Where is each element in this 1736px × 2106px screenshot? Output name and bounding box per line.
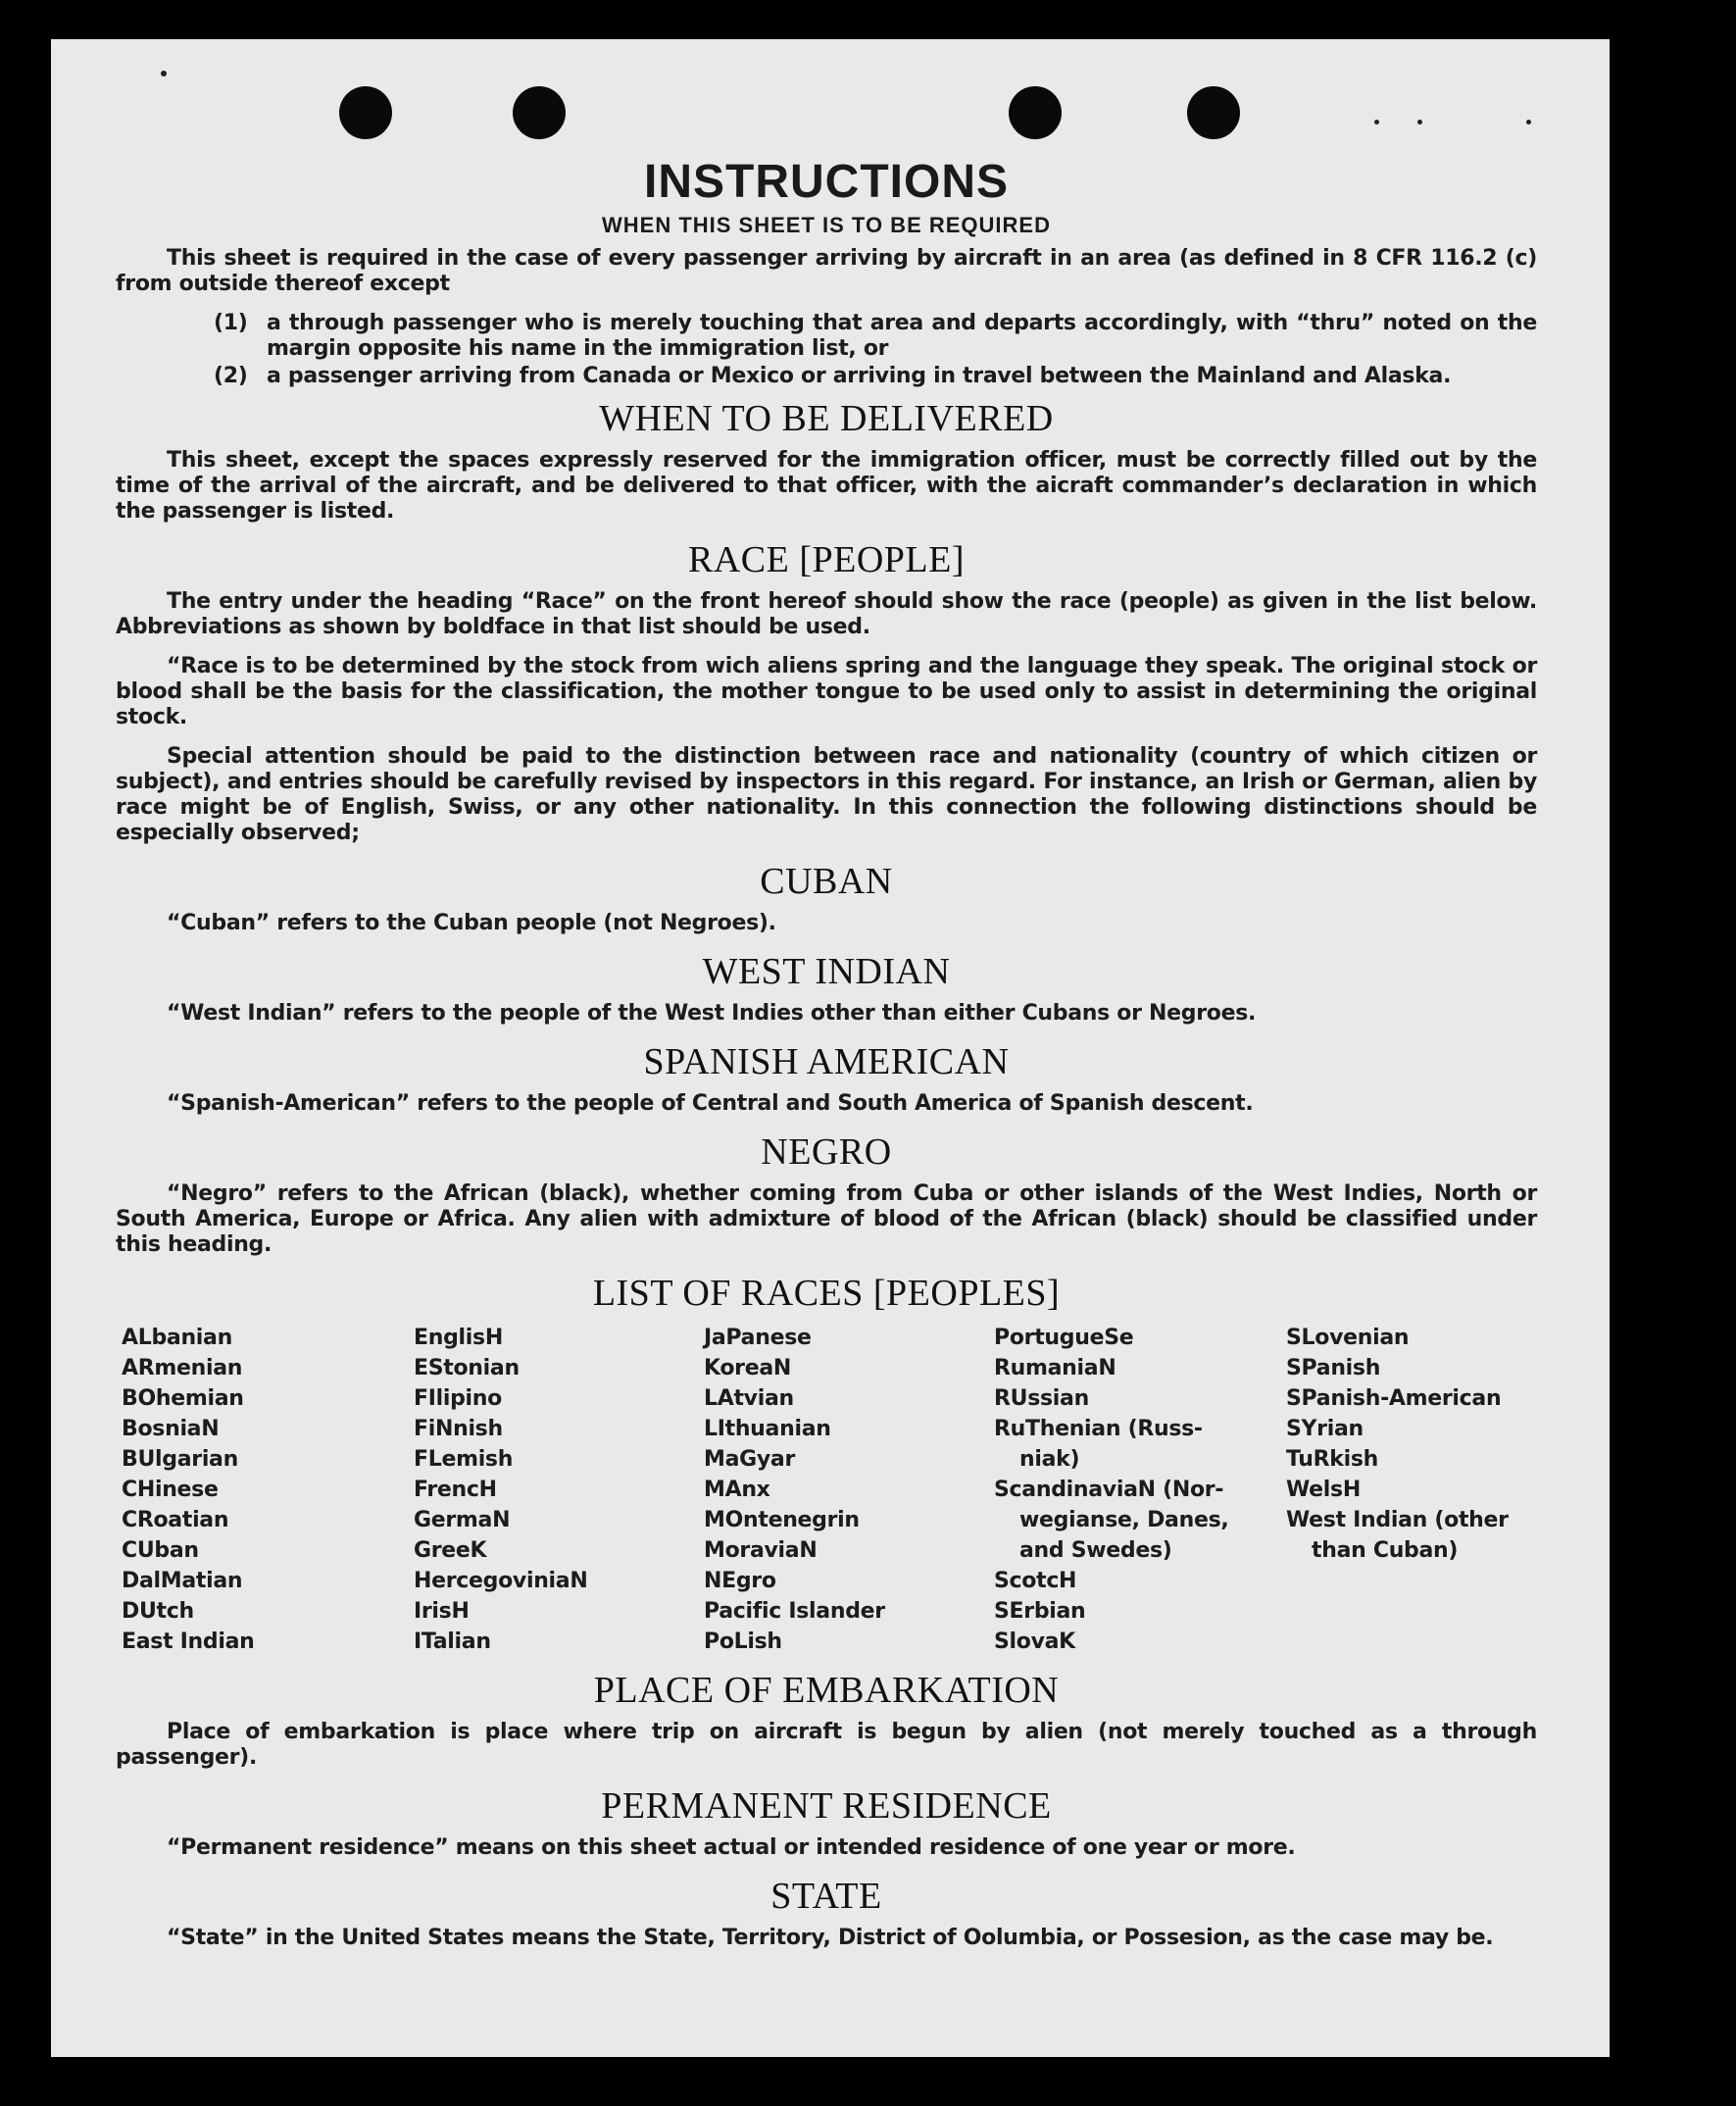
race-entry: IrisH: [414, 1599, 470, 1624]
race-entry: RUssian: [994, 1386, 1089, 1411]
race-entry: LIthuanian: [704, 1417, 831, 1441]
race-entry: RumaniaN: [994, 1356, 1116, 1380]
race-entry: SPanish: [1286, 1356, 1381, 1380]
race-entry: ALbanian: [122, 1326, 232, 1350]
section-heading-embarkation: PLACE OF EMBARKATION: [593, 1670, 1060, 1711]
race-entry: TuRkish: [1286, 1447, 1379, 1472]
race-column: [414, 1323, 704, 1657]
section-heading-state: STATE: [770, 1876, 882, 1917]
race-entry: MAnx: [704, 1478, 770, 1502]
exception-text: a through passenger who is merely touching that area and departs accordingly, with “thru” noted on the margin opposite his name in the immigration list, or: [267, 311, 1537, 361]
race-entry: SPanish-American: [1286, 1386, 1502, 1411]
race-entry: SlovaK: [994, 1630, 1075, 1654]
exception-text: a passenger arriving from Canada or Mexico or arriving in travel between the Mainland and Alaska.: [267, 364, 1452, 388]
race-entry: RuThenian (Russ-: [994, 1417, 1203, 1441]
spanish-american-text: “Spanish-American” refers to the people of Central and South America of Spanish descent.: [167, 1091, 1254, 1116]
ink-speck: [1417, 120, 1422, 125]
race-column: [994, 1323, 1286, 1657]
race-column: [704, 1323, 994, 1657]
race-entry: BosniaN: [122, 1417, 220, 1441]
race-entry: JaPanese: [704, 1326, 812, 1350]
race-paragraph: The entry under the heading “Race” on the front hereof should show the race (people) as given in the list below. Abbreviations as shown by boldface in that list should be used.: [116, 589, 1537, 639]
section-heading-delivered: WHEN TO BE DELIVERED: [599, 398, 1054, 439]
race-column: [122, 1323, 414, 1657]
exception-item: [214, 364, 1537, 389]
race-entry: EnglisH: [414, 1326, 503, 1350]
race-entry: DUtch: [122, 1599, 194, 1624]
section-heading-spanish-american: SPANISH AMERICAN: [643, 1041, 1010, 1082]
race-entry: ScandinaviaN (Nor-: [994, 1478, 1224, 1502]
race-entry: PoLish: [704, 1630, 782, 1654]
race-entry: BUlgarian: [122, 1447, 238, 1472]
race-entry: GreeK: [414, 1538, 487, 1563]
section-heading-race: RACE [PEOPLE]: [688, 539, 965, 580]
race-entry: Pacific Islander: [704, 1599, 885, 1624]
required-intro: This sheet is required in the case of every passenger arriving by aircraft in an area (as defined in 8 CFR 116.2 (c) from outside thereof except: [116, 246, 1537, 296]
section-heading-cuban: CUBAN: [760, 861, 893, 902]
race-paragraph: “Race is to be determined by the stock from wich aliens spring and the language they speak. The original stock or blood shall be the basis for the classification, the mother tongue to be used only to assist in determining the original stock.: [116, 654, 1537, 729]
race-entry: FIlipino: [414, 1386, 502, 1411]
race-entry: ARmenian: [122, 1356, 243, 1380]
cuban-text: “Cuban” refers to the Cuban people (not Negroes).: [167, 911, 776, 935]
race-entry: than Cuban): [1312, 1538, 1459, 1563]
race-entry: HercegoviniaN: [414, 1569, 588, 1593]
race-entry: SErbian: [994, 1599, 1086, 1624]
race-entry: ScotcH: [994, 1569, 1077, 1593]
exception-number: (1): [214, 311, 248, 335]
embarkation-text: Place of embarkation is place where trip on aircraft is begun by alien (not merely touched as a through passenger).: [116, 1720, 1537, 1770]
race-paragraph: Special attention should be paid to the distinction between race and nationality (country of which citizen or subject), and entries should be carefully revised by inspectors in this regard. For instance, an Irish or German, alien by race might be of English, Swiss, or any other nationality. In this connection the following distinctions should be especially observed;: [116, 744, 1537, 845]
west-indian-text: “West Indian” refers to the people of the West Indies other than either Cubans or Negroes.: [167, 1001, 1257, 1026]
boldface-word: boldface: [442, 615, 545, 639]
exception-number: (2): [214, 364, 248, 388]
punch-hole: [513, 86, 566, 139]
race-entry: CRoatian: [122, 1508, 229, 1532]
race-entry: LAtvian: [704, 1386, 794, 1411]
race-entry: GermaN: [414, 1508, 511, 1532]
race-entry: SLovenian: [1286, 1326, 1410, 1350]
race-entry: East Indian: [122, 1630, 255, 1654]
race-entry: SYrian: [1286, 1417, 1364, 1441]
ink-speck: [1526, 120, 1531, 125]
ink-speck: [161, 71, 167, 76]
race-entry: DalMatian: [122, 1569, 243, 1593]
page-subtitle: WHEN THIS SHEET IS TO BE REQUIRED: [602, 213, 1051, 237]
race-entry: West Indian (other: [1286, 1508, 1509, 1532]
exception-item: [214, 311, 1537, 362]
race-entry: WelsH: [1286, 1478, 1361, 1502]
section-heading-west-indian: WEST INDIAN: [702, 951, 951, 992]
state-text: “State” in the United States means the State, Territory, District of Oolumbia, or Possesion, as the case may be.: [167, 1926, 1494, 1950]
race-entry: FiNnish: [414, 1417, 503, 1441]
race-entry: MoraviaN: [704, 1538, 818, 1563]
race-entry: wegianse, Danes,: [1019, 1508, 1229, 1532]
race-entry: MOntenegrin: [704, 1508, 860, 1532]
race-entry: niak): [1019, 1447, 1080, 1472]
document-page: [51, 39, 1610, 2057]
permanent-residence-text: “Permanent residence” means on this sheet actual or intended residence of one year or more.: [167, 1835, 1296, 1860]
race-entry: PortugueSe: [994, 1326, 1134, 1350]
race-entry: NEgro: [704, 1569, 776, 1593]
race-entry: FLemish: [414, 1447, 514, 1472]
race-entry: CUban: [122, 1538, 199, 1563]
instructions-content: [116, 155, 1537, 1965]
section-heading-list-of-races: LIST OF RACES [PEOPLES]: [592, 1273, 1061, 1314]
page-title: INSTRUCTIONS: [644, 156, 1009, 208]
race-entry: and Swedes): [1019, 1538, 1172, 1563]
race-entry: MaGyar: [704, 1447, 796, 1472]
section-heading-negro: NEGRO: [761, 1131, 892, 1173]
race-entry: ITalian: [414, 1630, 491, 1654]
section-heading-permanent-residence: PERMANENT RESIDENCE: [601, 1785, 1052, 1827]
ink-speck: [1374, 120, 1379, 125]
race-entry: BOhemian: [122, 1386, 244, 1411]
race-entry: KoreaN: [704, 1356, 792, 1380]
punch-hole: [339, 86, 392, 139]
delivered-text: This sheet, except the spaces expressly reserved for the immigration officer, must be correctly filled out by the time of the arrival of the aircraft, and be delivered to that officer, with the aicraft commander’s declaration in which the passenger is listed.: [116, 448, 1537, 524]
race-column: [1286, 1323, 1551, 1657]
punch-hole: [1009, 86, 1062, 139]
race-entry: FrencH: [414, 1478, 497, 1502]
negro-text: “Negro” refers to the African (black), whether coming from Cuba or other islands of the West Indies, North or South America, Europe or Africa. Any alien with admixture of blood of the African (black) should be classified under this heading.: [116, 1181, 1537, 1257]
race-entry: CHinese: [122, 1478, 219, 1502]
race-list: [122, 1323, 1537, 1657]
race-entry: EStonian: [414, 1356, 520, 1380]
punch-hole: [1187, 86, 1240, 139]
